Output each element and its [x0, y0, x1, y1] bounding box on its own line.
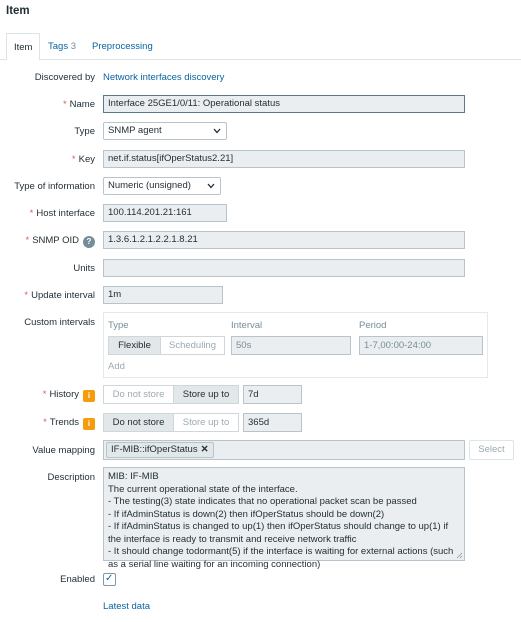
trends-label: * Trends i	[43, 417, 95, 430]
type-select-value: SNMP agent	[108, 125, 162, 136]
period-input[interactable]: 1-7,00:00-24:00	[359, 336, 483, 355]
host-interface-label: * Host interface	[29, 208, 95, 219]
chevron-down-icon	[207, 183, 215, 189]
history-do-not-store-button[interactable]: Do not store	[103, 385, 174, 404]
chevron-down-icon	[213, 128, 221, 134]
key-input[interactable]: net.if.status[ifOperStatus2.21]	[103, 150, 465, 168]
trends-mode-toggle	[103, 413, 239, 432]
value-mapping-tag: IF-MIB::ifOperStatus ✕	[106, 442, 214, 458]
description-line: - If ifAdminStatus is down(2) then ifOperStatus should be down(2)	[108, 508, 385, 520]
col-interval-header: Interval	[231, 320, 263, 331]
history-store-up-to-button[interactable]: Store up to	[174, 385, 239, 404]
history-label: * History i	[43, 389, 95, 402]
type-label: Type	[74, 126, 95, 137]
custom-intervals-label: Custom intervals	[24, 317, 95, 328]
update-interval-label: * Update interval	[24, 290, 95, 301]
select-button[interactable]: Select	[469, 440, 514, 460]
tab-item-label: Item	[14, 42, 33, 53]
trends-do-not-store-button[interactable]: Do not store	[103, 413, 174, 432]
interval-type-toggle	[108, 336, 225, 355]
description-line: the interface is ready to transmit and receive network traffic	[108, 533, 357, 545]
latest-data-link[interactable]: Latest data	[103, 601, 151, 612]
value-mapping-multiselect[interactable]	[103, 440, 465, 460]
add-interval-link[interactable]: Add	[108, 361, 125, 372]
type-of-information-select[interactable]	[103, 177, 221, 195]
snmp-oid-label: * SNMP OID ?	[25, 235, 95, 248]
description-line: - If ifAdminStatus is changed to up(1) then ifOperStatus should change to up(1) if	[108, 521, 449, 532]
tab-item[interactable]	[6, 33, 40, 61]
tab-preprocessing-label: Preprocessing	[92, 41, 153, 52]
history-mode-toggle	[103, 385, 239, 404]
host-interface-select[interactable]: 100.114.201.21:161	[103, 204, 227, 222]
type-of-information-value: Numeric (unsigned)	[108, 180, 191, 191]
type-select[interactable]	[103, 122, 227, 140]
name-input[interactable]: Interface 25GE1/0/11: Operational status	[103, 95, 465, 113]
description-line: - The testing(3) state indicates that no operational packet scan be passed	[108, 496, 417, 507]
remove-tag-icon[interactable]: ✕	[200, 444, 209, 455]
help-icon[interactable]: ?	[83, 236, 95, 248]
resize-handle-icon[interactable]	[456, 552, 463, 559]
tab-bar	[0, 33, 521, 60]
units-label: Units	[73, 263, 95, 274]
update-interval-input[interactable]: 1m	[103, 286, 223, 304]
flexible-button[interactable]: Flexible	[108, 336, 161, 355]
tab-tags[interactable]	[41, 33, 83, 60]
col-period-header: Period	[359, 320, 387, 331]
check-icon: ✓	[105, 573, 114, 584]
name-label: * Name	[62, 99, 95, 110]
history-input[interactable]: 7d	[243, 385, 302, 404]
page-title: Item	[6, 5, 30, 17]
description-textarea[interactable]	[103, 467, 465, 570]
description-line: MIB: IF-MIB	[108, 471, 159, 482]
type-of-information-label: Type of information	[14, 181, 95, 192]
key-label: * Key	[71, 154, 95, 165]
description-label: Description	[47, 472, 95, 483]
enabled-checkbox[interactable]	[103, 573, 116, 586]
discovered-by-link[interactable]: Network interfaces discovery	[103, 72, 225, 83]
description-line: - It should change todormant(5) if the interface is waiting for external actions (such	[108, 546, 454, 557]
tab-preprocessing[interactable]	[85, 33, 160, 60]
row-type	[0, 122, 521, 140]
discovered-by-label: Discovered by	[34, 72, 95, 83]
units-input[interactable]	[103, 259, 465, 277]
page-header	[0, 0, 521, 24]
warning-icon[interactable]: i	[83, 418, 95, 430]
value-mapping-label: Value mapping	[32, 445, 95, 456]
warning-icon[interactable]: i	[83, 390, 95, 402]
custom-intervals-table	[103, 312, 488, 378]
description-line: as a serial line waiting for an incoming connection)	[108, 558, 321, 570]
trends-input[interactable]: 365d	[243, 413, 302, 432]
trends-store-up-to-button[interactable]: Store up to	[174, 413, 239, 432]
interval-input[interactable]: 50s	[231, 336, 351, 355]
scheduling-button[interactable]: Scheduling	[161, 336, 225, 355]
snmp-oid-input[interactable]: 1.3.6.1.2.1.2.2.1.8.21	[103, 231, 465, 249]
col-type-header: Type	[108, 320, 129, 331]
description-line: The current operational state of the interface.	[108, 483, 298, 495]
tab-tags-label: Tags	[48, 41, 69, 52]
enabled-label: Enabled	[60, 574, 95, 585]
row-type-of-information	[0, 177, 521, 195]
tab-tags-count: 3	[70, 41, 77, 52]
